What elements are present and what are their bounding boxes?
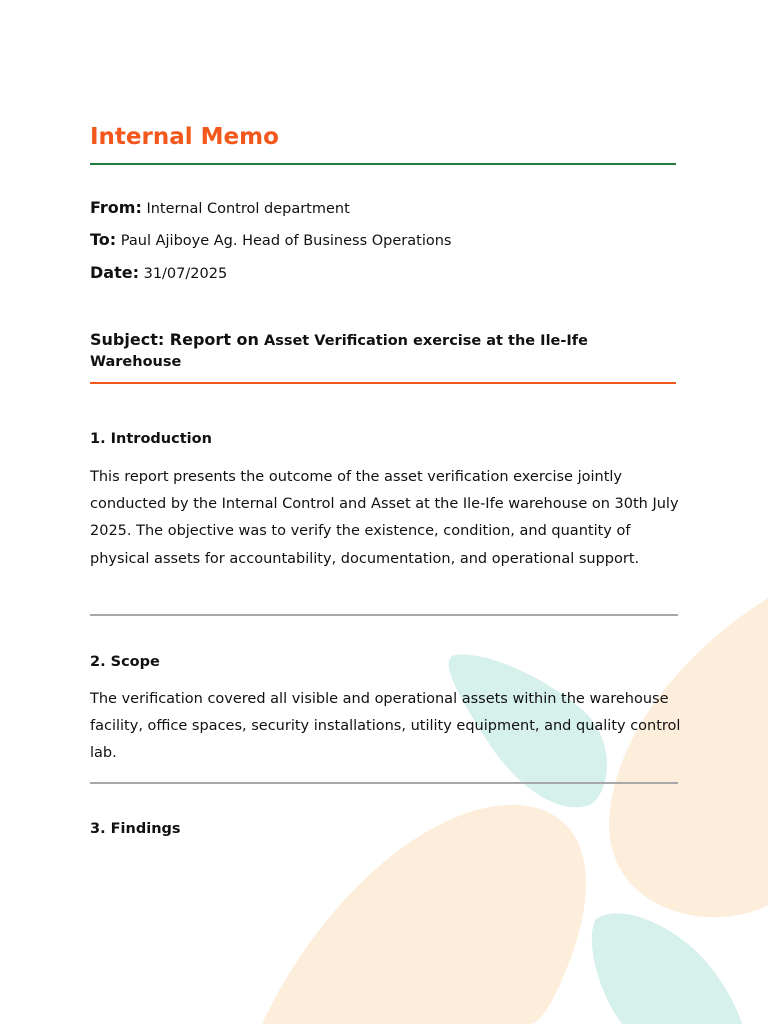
- date-line: [90, 263, 227, 282]
- subject-divider: [90, 382, 676, 384]
- to-label: To:: [90, 230, 117, 249]
- section-divider-scope: [90, 782, 678, 784]
- date-label: Date:: [90, 263, 139, 282]
- subject-text: Asset Verification exercise at the Ile-Ife Warehouse: [90, 333, 588, 370]
- section-heading-findings: 3. Findings: [90, 821, 181, 837]
- mint-leaf-shape-lower: [592, 913, 742, 1024]
- peach-leaf-shape-large: [262, 805, 586, 1024]
- title-divider: [90, 163, 676, 165]
- to-line: [90, 230, 451, 249]
- memo-title: Internal Memo: [90, 124, 279, 150]
- section-divider-introduction: [90, 614, 678, 616]
- section-heading-scope: 2. Scope: [90, 654, 160, 670]
- to-value: Paul Ajiboye Ag. Head of Business Operations: [120, 233, 452, 249]
- section-heading-introduction: 1. Introduction: [90, 431, 212, 447]
- subject-line: [90, 329, 680, 373]
- section-body-scope: The verification covered all visible and operational assets within the warehouse facility, office spaces, security installations, utility equipment, and quality control lab.: [90, 691, 681, 762]
- subject-label: Subject: Report on: [90, 330, 259, 349]
- from-label: From:: [90, 198, 142, 217]
- section-body-introduction: This report presents the outcome of the asset verification exercise jointly conducted by the Internal Control and Asset at the Ile-Ife warehouse on 30th July 2025. The objective was to verify the existence, condition, and quantity of physical assets for accountability, documentation, and operational support.: [90, 469, 679, 567]
- from-value: Internal Control department: [146, 201, 350, 217]
- date-value: 31/07/2025: [143, 266, 228, 282]
- from-line: [90, 198, 350, 217]
